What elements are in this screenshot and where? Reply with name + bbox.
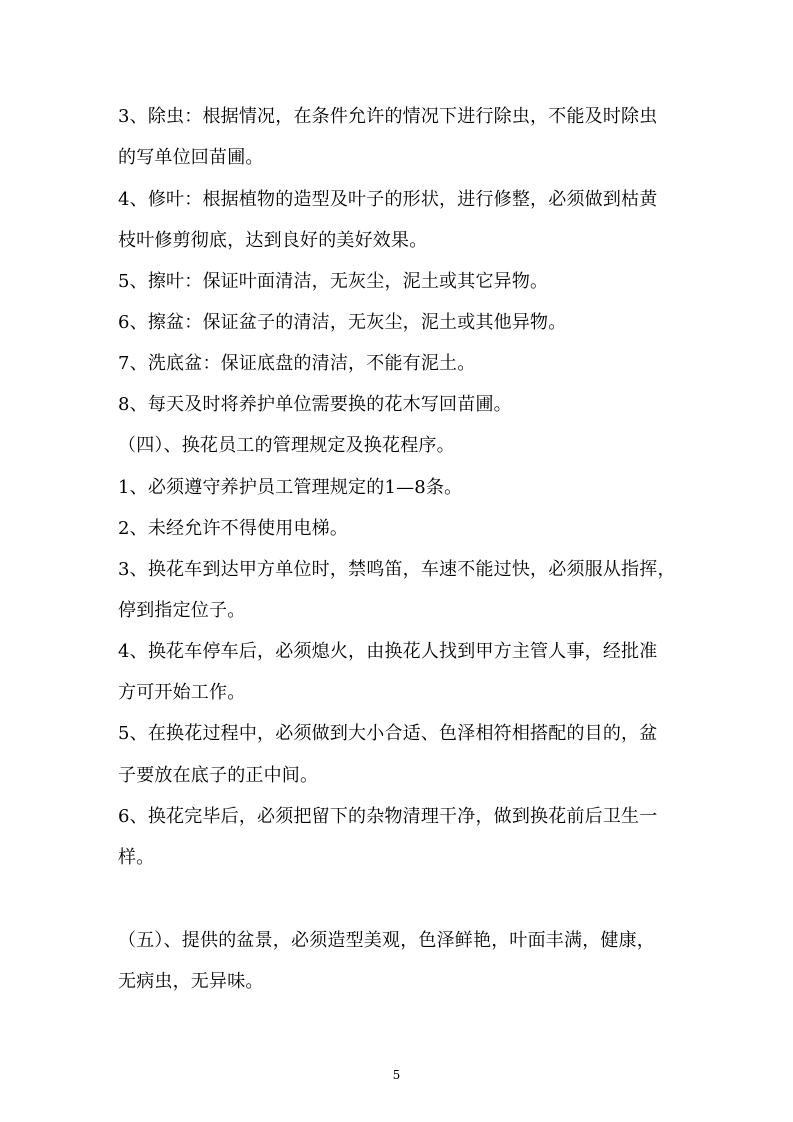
- text-line: 6、换花完毕后，必须把留下的杂物清理干净，做到换花前后卫生一: [118, 806, 658, 827]
- text-line: 无病虫，无异味。: [118, 971, 264, 992]
- text-line: 8、每天及时将养护单位需要换的花木写回苗圃。: [118, 394, 512, 415]
- text-line: 3、换花车到达甲方单位时，禁鸣笛，车速不能过快，必须服从指挥，: [118, 559, 676, 580]
- text-line: 4、修叶：根据植物的造型及叶子的形状，进行修整，必须做到枯黄: [118, 189, 658, 210]
- text-line: 1、必须遵守养护员工管理规定的1—8条。: [118, 477, 463, 498]
- section-heading: （四）、换花员工的管理规定及换花程序。: [118, 435, 455, 456]
- text-line: 7、洗底盆：保证底盘的清洁，不能有泥土。: [118, 353, 476, 374]
- text-line: 的写单位回苗圃。: [118, 147, 264, 168]
- text-line: 方可开始工作。: [118, 682, 246, 703]
- text-line: 2、未经允许不得使用电梯。: [118, 518, 349, 539]
- text-line: 样。: [118, 847, 155, 868]
- text-line: 枝叶修剪彻底，达到良好的美好效果。: [118, 230, 428, 251]
- section-heading: （五）、提供的盆景，必须造型美观，色泽鲜艳，叶面丰满，健康，: [118, 930, 655, 951]
- text-line: 5、在换花过程中，必须做到大小合适、色泽相符相搭配的目的，盆: [118, 723, 658, 744]
- page-number: 5: [392, 1068, 401, 1082]
- text-line: 4、换花车停车后，必须熄火，由换花人找到甲方主管人事，经批准: [118, 641, 658, 662]
- text-line: 6、擦盆：保证盆子的清洁，无灰尘，泥土或其他异物。: [118, 312, 567, 333]
- text-line: 停到指定位子。: [118, 600, 246, 621]
- text-line: 子要放在底子的正中间。: [118, 765, 319, 786]
- text-line: 5、擦叶：保证叶面清洁，无灰尘，泥土或其它异物。: [118, 271, 549, 292]
- text-line: 3、除虫：根据情况，在条件允许的情况下进行除虫，不能及时除虫: [118, 106, 658, 127]
